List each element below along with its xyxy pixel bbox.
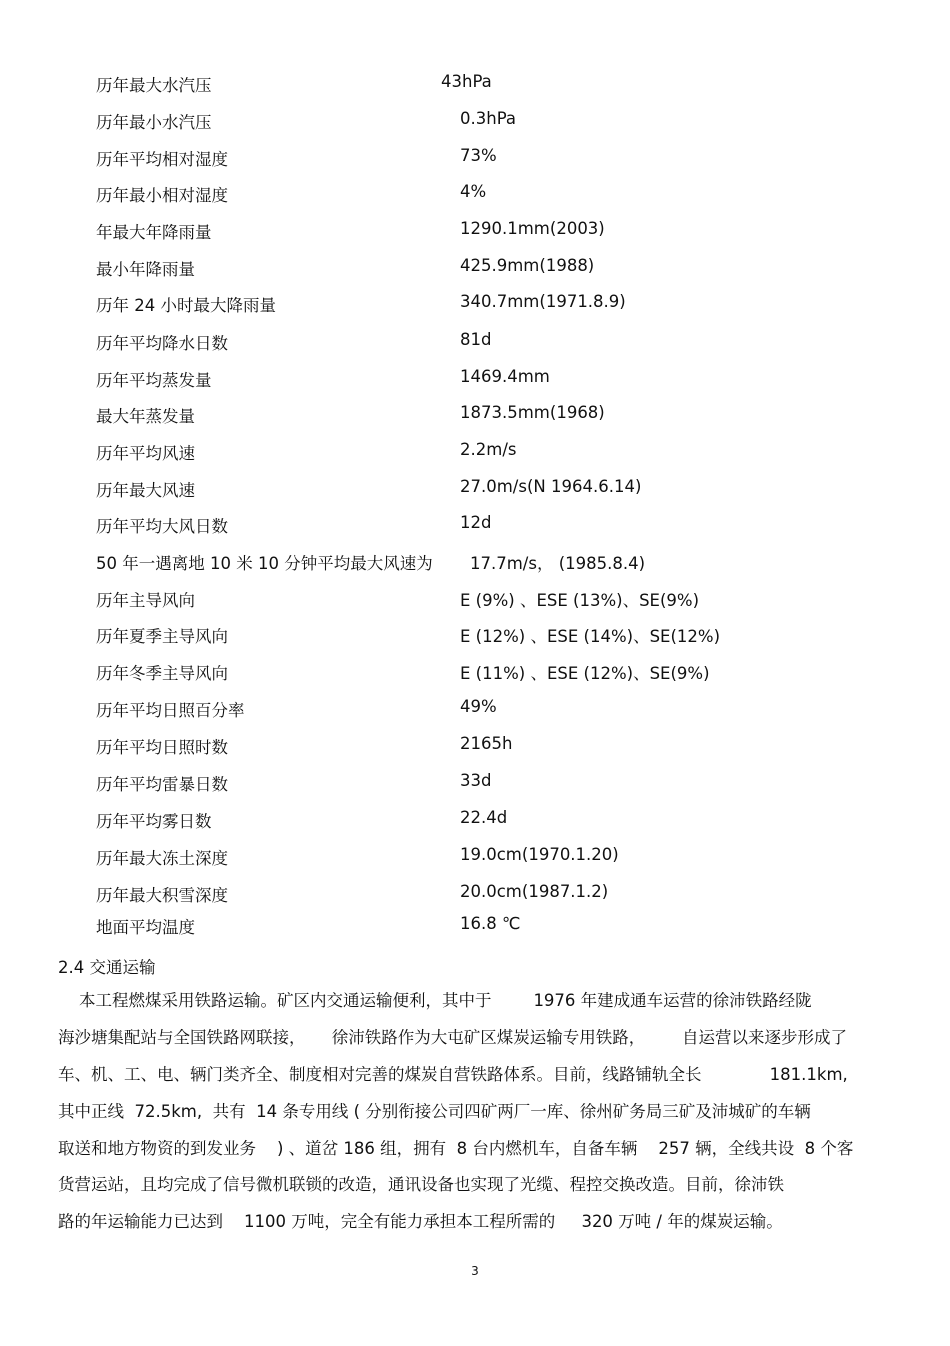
paragraph-line: 本工程燃煤采用铁路运输。矿区内交通运输便利，其中于 1976 年建成通车运营的徐沛铁路经陇: [58, 991, 812, 1010]
table-row: [0, 697, 950, 723]
row-value: E (12%) 、ESE (14%)、SE(12%): [460, 627, 721, 646]
paragraph-line: 车、机、工、电、辆门类齐全、制度相对完善的煤炭自营铁路体系。目前，线路铺轨全长 181.1km,: [58, 1064, 848, 1084]
paragraph-line: 货营运站，且均完成了信号微机联锁的改造，通讯设备也实现了光缆、程控交换改造。目前，徐沛铁: [58, 1175, 784, 1195]
row-value: 73%: [460, 146, 497, 165]
row-value: 20.0cm(1987.1.2): [460, 882, 609, 901]
row-label: 最大年蒸发量: [96, 407, 195, 426]
row-value: E (11%) 、ESE (12%)、SE(9%): [460, 664, 710, 683]
row-label: 历年最小相对湿度: [96, 186, 228, 205]
row-label: 历年平均大风日数: [96, 517, 228, 536]
table-row: [0, 513, 950, 539]
row-value: 27.0m/s(N 1964.6.14): [460, 477, 642, 496]
row-value: 0.3hPa: [460, 109, 517, 128]
row-label: 历年最大积雪深度: [96, 886, 228, 905]
row-label: 历年最大冻土深度: [96, 849, 228, 868]
row-value: 1290.1mm(2003): [460, 219, 605, 238]
paragraph-line: 取送和地方物资的到发业务 ) 、道岔 186 组，拥有 8 台内燃机车，自备车辆 257 辆，全线共设 8 个客: [58, 1138, 854, 1158]
row-label: 历年主导风向: [96, 591, 195, 610]
row-label: 历年平均日照百分率: [96, 701, 245, 720]
table-row: [0, 182, 950, 208]
page-number: 3: [471, 1264, 479, 1278]
row-label: 历年平均降水日数: [96, 334, 228, 353]
table-row: [0, 256, 950, 282]
table-row: [0, 623, 950, 649]
row-value: 4%: [460, 182, 487, 201]
table-row: [0, 330, 950, 356]
row-label: 历年平均日照时数: [96, 738, 228, 757]
row-value: 16.8 ℃: [460, 914, 521, 933]
row-value: 1873.5mm(1968): [460, 403, 605, 422]
row-label: 历年平均雷暴日数: [96, 775, 228, 794]
row-label: 历年夏季主导风向: [96, 627, 228, 646]
row-value: 425.9mm(1988): [460, 256, 595, 275]
row-label: 历年最大水汽压: [96, 76, 212, 95]
row-value: 22.4d: [460, 808, 508, 827]
row-label: 历年 24 小时最大降雨量: [96, 296, 276, 315]
row-label: 地面平均温度: [96, 918, 195, 937]
row-value: 19.0cm(1970.1.20): [460, 845, 619, 864]
table-row: [0, 771, 950, 797]
section-heading: 2.4 交通运输: [58, 958, 156, 977]
row-value: 17.7m/s， (1985.8.4): [470, 554, 646, 573]
row-label: 最小年降雨量: [96, 260, 195, 279]
paragraph-line: 其中正线 72.5km, 共有 14 条专用线 ( 分别衔接公司四矿两厂一库、徐州矿务局三矿及沛城矿的车辆: [58, 1101, 811, 1121]
paragraph-line: 路的年运输能力已达到 1100 万吨，完全有能力承担本工程所需的 320 万吨 / 年的煤炭运输。: [58, 1212, 783, 1232]
row-value: 33d: [460, 771, 492, 790]
table-row: [0, 109, 950, 135]
row-value: 81d: [460, 330, 492, 349]
table-row: [0, 550, 950, 576]
table-row: [0, 734, 950, 760]
row-label: 历年平均雾日数: [96, 812, 212, 831]
row-value: 12d: [460, 513, 492, 532]
row-value: 1469.4mm: [460, 367, 550, 386]
table-row: [0, 845, 950, 871]
table-row: [0, 477, 950, 503]
table-row: [0, 367, 950, 393]
row-label: 年最大年降雨量: [96, 223, 212, 242]
row-label: 历年冬季主导风向: [96, 664, 228, 683]
paragraph-line: 海沙塘集配站与全国铁路网联接， 徐沛铁路作为大屯矿区煤炭运输专用铁路， 自运营以来逐步形成了: [58, 1027, 847, 1047]
section-paragraph: [58, 988, 898, 1246]
row-value: 2165h: [460, 734, 513, 753]
row-label: 历年平均风速: [96, 444, 195, 463]
table-row: [0, 914, 950, 940]
table-row: [0, 146, 950, 172]
row-value: 43hPa: [441, 72, 492, 91]
table-row: [0, 882, 950, 908]
table-row: [0, 660, 950, 686]
table-row: [0, 403, 950, 429]
table-row: [0, 808, 950, 834]
row-value: 49%: [460, 697, 497, 716]
row-value: E (9%) 、ESE (13%)、SE(9%): [460, 591, 700, 610]
table-row: [0, 587, 950, 613]
table-row: [0, 440, 950, 466]
row-label: 历年平均相对湿度: [96, 150, 228, 169]
row-value: 340.7mm(1971.8.9): [460, 292, 626, 311]
table-row: [0, 219, 950, 245]
row-label: 50 年一遇离地 10 米 10 分钟平均最大风速为: [96, 554, 433, 573]
table-row: [0, 292, 950, 318]
row-label: 历年平均蒸发量: [96, 371, 212, 390]
row-label: 历年最大风速: [96, 481, 195, 500]
table-row: [0, 72, 950, 98]
row-label: 历年最小水汽压: [96, 113, 212, 132]
row-value: 2.2m/s: [460, 440, 517, 459]
